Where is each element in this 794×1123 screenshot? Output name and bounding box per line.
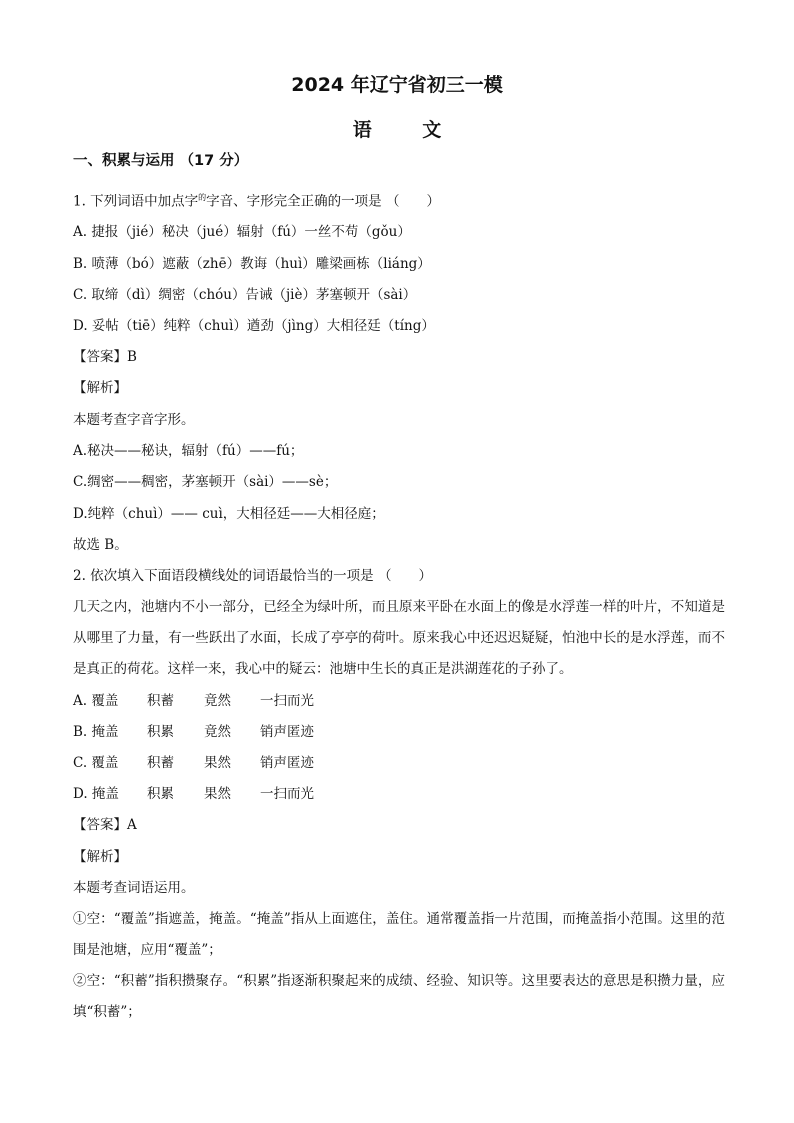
q2-option-word: 积累 [147,724,174,740]
q1-analysis-label: 【解析】 [73,380,127,396]
q2-option-word: 销声匿迹 [260,755,314,771]
q2-answer: 【答案】A [73,817,137,833]
q2-option-word: 积累 [147,786,174,802]
q1-option-a: A. 捷报（jié）秘决（jué）辐射（fú）一丝不苟（gǒu） [73,224,411,240]
subject-title: 语 文 [352,119,464,141]
q1-stem-part-b: 字音、字形完全正确的一项是 （ ） [206,193,440,210]
q2-option-word: A. 覆盖 [73,693,119,709]
q1-analysis-line: 故选 B。 [73,537,128,553]
q2-option-a [73,691,314,711]
q1-option-c: C. 取缔（dì）绸密（chóu）告诫（jiè）茅塞顿开（sài） [73,287,417,303]
q1-stem-mark: 的 [198,193,207,202]
q2-option-word: C. 覆盖 [73,755,119,771]
q2-option-word: 销声匿迹 [260,724,314,740]
q1-option-b: B. 喷薄（bó）遮蔽（zhē）教诲（huì）雕梁画栋（liáng） [73,256,431,272]
q2-option-word: 积蓄 [147,755,174,771]
q1-answer: 【答案】B [73,349,137,365]
q2-option-word: 竟然 [204,724,231,740]
q2-analysis-blank-1: ①空：“覆盖”指遮盖，掩盖。“掩盖”指从上面遮住，盖住。通常覆盖指一片范围，而掩盖指小范围。这里的范围是池塘，应用“覆盖”； [73,911,725,958]
q1-option-d: D. 妥帖（tiē）纯粹（chuì）遒劲（jìng）大相径廷（tíng） [73,318,435,334]
q1-analysis-line: 本题考查字音字形。 [73,412,195,428]
q2-option-word: 果然 [204,755,231,771]
q1-stem [73,188,440,212]
q2-option-b [73,722,314,742]
q2-stem: 2. 依次填入下面语段横线处的词语最恰当的一项是 （ ） [73,568,432,584]
q1-analysis-line: D.纯粹（chuì）—— cuì，大相径廷——大相径庭； [73,506,385,522]
q1-analysis-line: C.绸密——稠密，茅塞顿开（sài）——sè； [73,474,338,490]
q1-stem-part-a: 1. 下列词语中加点字 [73,193,199,210]
q2-analysis-label: 【解析】 [73,849,127,865]
q2-analysis-intro: 本题考查词语运用。 [73,880,195,896]
q2-analysis-blank-2: ②空：“积蓄”指积攒聚存。“积累”指逐渐积聚起来的成绩、经验、知识等。这里要表达的意思是积攒力量，应填“积蓄”； [73,973,725,1020]
q2-option-word: D. 掩盖 [73,786,119,802]
q2-option-word: 果然 [204,786,231,802]
q2-passage: 几天之内，池塘内不小一部分，已经全为绿叶所，而且原来平卧在水面上的像是水浮莲一样的叶片，不知道是从哪里了力量，有一些跃出了水面，长成了亭亭的荷叶。原来我心中还迟迟疑疑，怕池中长的是水浮莲，而不是真正的荷花。这样一来，我心中的疑云：池塘中生长的真正是洪湖莲花的子孙了。 [73,599,725,677]
q2-option-word: 竟然 [204,693,231,709]
section-heading: 一、积累与运用 （17 分） [73,153,249,169]
q2-option-word: 一扫而光 [260,693,314,709]
q2-option-c [73,753,314,773]
q2-option-word: 积蓄 [147,693,174,709]
q2-option-word: 一扫而光 [260,786,314,802]
q1-analysis-line: A.秘决——秘诀，辐射（fú）——fú； [73,443,304,459]
exam-title: 2024 年辽宁省初三一模 [291,74,503,96]
q2-option-word: B. 掩盖 [73,724,119,740]
q2-option-d [73,784,314,804]
